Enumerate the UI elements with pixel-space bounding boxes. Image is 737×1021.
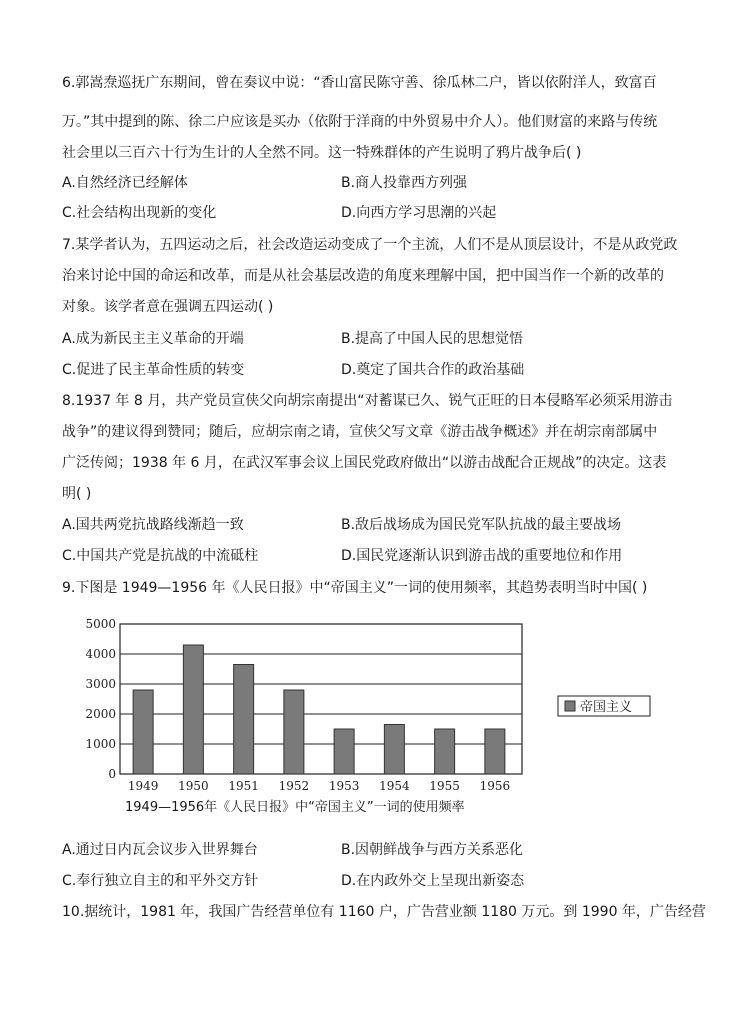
q7-option-c: C.促进了民主革命性质的转变	[62, 362, 245, 378]
q8-option-b: B.敌后战场成为国民党军队抗战的最主要战场	[341, 517, 622, 533]
q7-option-a: A.成为新民主主义革命的开端	[62, 331, 244, 347]
x-tick-label: 1954	[379, 779, 410, 793]
bar	[384, 725, 404, 775]
usage-frequency-chart	[82, 612, 682, 822]
bar	[284, 690, 304, 774]
x-tick-label: 1951	[228, 779, 259, 793]
bar	[234, 665, 254, 775]
q6-option-d: D.向西方学习思潮的兴起	[341, 205, 497, 221]
x-tick-label: 1956	[479, 779, 511, 793]
x-tick-label: 1953	[328, 779, 360, 793]
x-tick-label: 1950	[178, 779, 209, 793]
q9-option-d: D.在内政外交上呈现出新姿态	[341, 873, 525, 889]
q6-option-a: A.自然经济已经解体	[62, 175, 188, 191]
chart-svg	[82, 612, 682, 797]
x-tick-label: 1952	[278, 779, 310, 793]
q8-stem-line3: 广泛传阅；1938 年 6 月，在武汉军事会议上国民党政府做出“以游击战配合正规战”的决定。这表	[62, 455, 667, 471]
y-tick-label: 3000	[85, 677, 116, 691]
q7-option-b: B.提高了中国人民的思想觉悟	[341, 331, 524, 347]
x-tick-label: 1955	[429, 779, 460, 793]
bar	[334, 729, 354, 774]
q8-option-a: A.国共两党抗战路线渐趋一致	[62, 517, 244, 533]
q6-stem-line3: 社会里以三百六十行为生计的人全然不同。这一特殊群体的产生说明了鸦片战争后( )	[62, 145, 582, 161]
plot-frame	[120, 624, 522, 774]
q8-option-d: D.国民党逐渐认识到游击战的重要地位和作用	[341, 548, 623, 564]
q9-option-a: A.通过日内瓦会议步入世界舞台	[62, 842, 258, 858]
q8-stem-line4: 明( )	[62, 486, 92, 502]
y-tick-label: 1000	[85, 737, 116, 751]
q7-stem-line2: 治来讨论中国的命运和改革，而是从社会基层改造的角度来理解中国，把中国当作一个新的改革的	[62, 268, 664, 284]
bar	[133, 690, 153, 774]
y-tick-label: 5000	[85, 617, 116, 631]
chart-title: 1949—1956年《人民日报》中“帝国主义”一词的使用频率	[125, 800, 465, 815]
bar	[183, 645, 203, 774]
y-tick-label: 4000	[85, 647, 116, 661]
q9-stem-line1: 9.下图是 1949—1956 年《人民日报》中“帝国主义”一词的使用频率，其趋势表明当时中国( )	[62, 580, 648, 596]
q6-stem-line2: 万。”其中提到的陈、徐二户应该是买办（依附于洋商的中外贸易中介人）。他们财富的来路与传统	[62, 114, 658, 130]
q6-option-c: C.社会结构出现新的变化	[62, 205, 217, 221]
q8-option-c: C.中国共产党是抗战的中流砥柱	[62, 548, 259, 564]
q6-stem-line1: 6.郭嵩焘巡抚广东期间，曾在奏议中说：“香山富民陈守善、徐瓜林二户，皆以依附洋人，致富百	[62, 75, 657, 91]
q8-stem-line1: 8.1937 年 8 月，共产党员宣侠父向胡宗南提出“对蓄谋已久、锐气正旺的日本侵略军必须采用游击	[62, 393, 673, 409]
q6-option-b: B.商人投靠西方列强	[341, 175, 468, 191]
q7-option-d: D.奠定了国共合作的政治基础	[341, 362, 525, 378]
bar	[485, 729, 505, 774]
q9-option-c: C.奉行独立自主的和平外交方针	[62, 873, 259, 889]
x-tick-label: 1949	[127, 779, 159, 793]
y-tick-label: 2000	[85, 707, 116, 721]
q9-option-b: B.因朝鲜战争与西方关系恶化	[341, 842, 524, 858]
legend-swatch	[565, 701, 575, 711]
q7-stem-line3: 对象。该学者意在强调五四运动( )	[62, 299, 274, 315]
legend-label: 帝国主义	[580, 700, 633, 715]
y-tick-label: 0	[108, 767, 116, 781]
q8-stem-line2: 战争”的建议得到赞同；随后，应胡宗南之请，宣侠父写文章《游击战争概述》并在胡宗南部属中	[62, 424, 658, 440]
q7-stem-line1: 7.某学者认为，五四运动之后，社会改造运动变成了一个主流，人们不是从顶层设计，不是从政党政	[62, 237, 678, 253]
q10-stem-line1: 10.据统计，1981 年，我国广告经营单位有 1160 户，广告营业额 1180 万元。到 1990 年，广告经营	[62, 904, 706, 920]
bar	[435, 729, 455, 774]
